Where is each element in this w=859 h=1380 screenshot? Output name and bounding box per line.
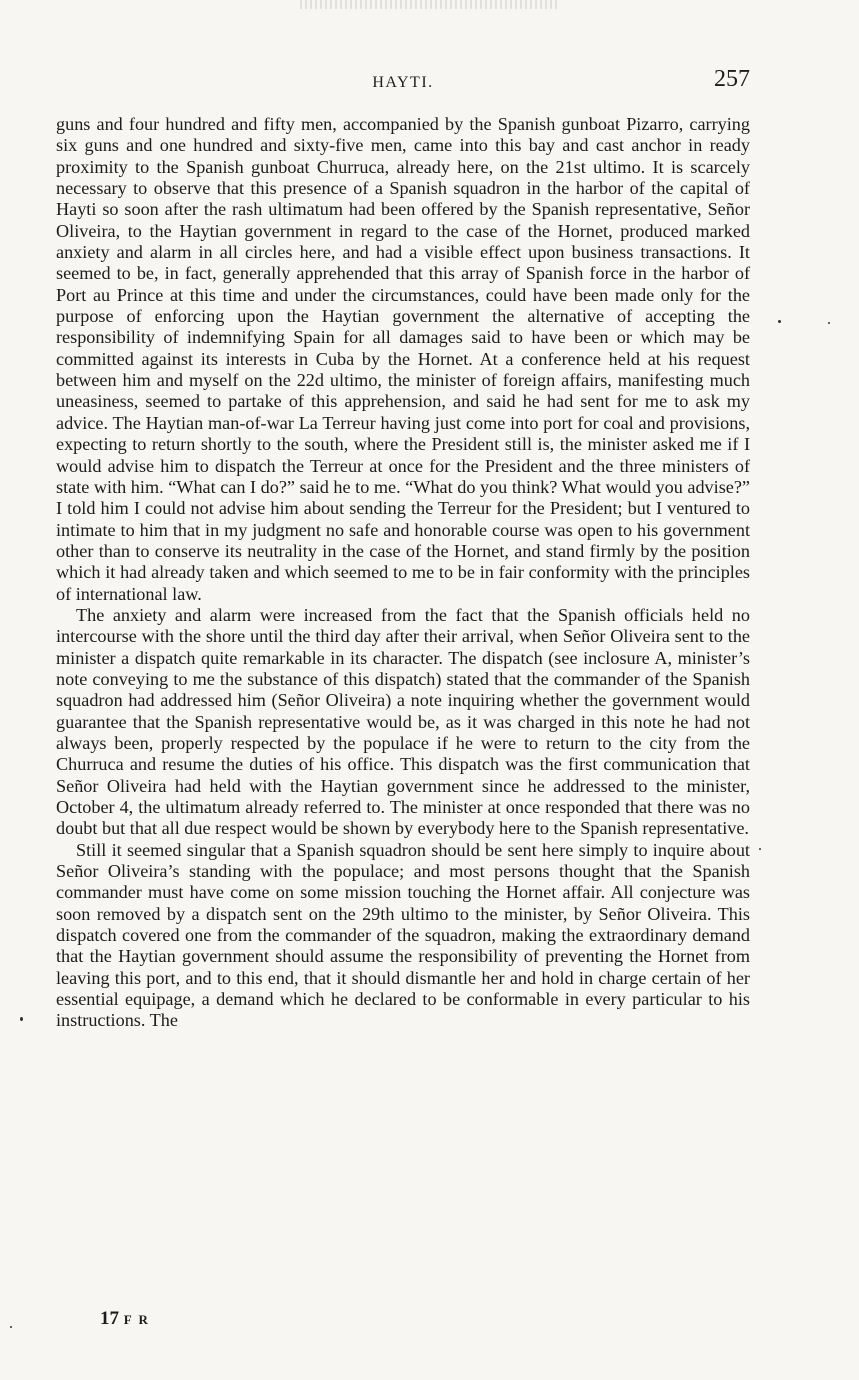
paragraph-3: Still it seemed singular that a Spanish squadron should be sent here simply to inquire about Señor Oliveira’s standing with the populace; and most persons thought that the Spanish commander must have come on some mission touching the Hornet affair. All conjecture was soon removed by a dispatch sent on the 29th ultimo to the minister, by Señor Oliveira. This dispatch covered one from the commander of the squadron, making the extraordinary demand that the Haytian government should assume the responsibility of preventing the Hornet from leaving this port, and to this end, that it should dismantle her and hold in charge certain of her essential equipage, a demand which he declared to be conformable in every particular to his instructions. The [56, 839, 750, 1031]
signature-number: 17 [100, 1308, 119, 1329]
scan-speck [828, 322, 830, 324]
scan-artifact [300, 0, 560, 9]
running-title: HAYTI. [372, 74, 434, 91]
scan-speck [20, 1017, 23, 1021]
page-number: 257 [714, 66, 750, 92]
scan-speck [759, 848, 761, 850]
scan-speck [10, 1326, 12, 1328]
scan-speck [778, 320, 781, 323]
running-head [56, 66, 750, 102]
paragraph-2: The anxiety and alarm were increased from the fact that the Spanish officials held no intercourse with the shore until the third day after their arrival, when Señor Oliveira sent to the minister a dispatch quite remarkable in its character. The dispatch (see inclosure A, minister’s note conveying to me the substance of this dispatch) stated that the commander of the Spanish squadron had addressed him (Señor Oliveira) a note inquiring whether the government would guarantee that the Spanish representative would be, as it was charged in this note he had not always been, properly respected by the populace if he were to return to the city from the Churruca and resume the duties of his office. This dispatch was the first communication that Señor Oliveira had held with the Haytian government since he addressed to the minister, October 4, the ultimatum already referred to. The minister at once responded that there was no doubt but that all due respect would be shown by everybody here to the Spanish representative. [56, 604, 750, 839]
signature-letters: F R [123, 1312, 150, 1327]
body-text [56, 114, 750, 1032]
paragraph-1: guns and four hundred and fifty men, accompanied by the Spanish gunboat Pizarro, carrying six guns and one hundred and sixty-five men, came into this bay and cast anchor in ready proximity to the Spanish gunboat Churruca, already here, on the 21st ultimo. It is scarcely necessary to observe that this presence of a Spanish squadron in the harbor of the capital of Hayti so soon after the rash ultimatum had been offered by the Spanish representative, Señor Oliveira, to the Haytian government in regard to the case of the Hornet, produced marked anxiety and alarm in all circles here, and had a visible effect upon business transactions. It seemed to be, in fact, generally apprehended that this array of Spanish force in the harbor of Port au Prince at this time and under the circumstances, could have been made only for the purpose of enforcing upon the Haytian government the alternative of accepting the responsibility of indemnifying Spain for all damages said to have been or which may be committed against its interests in Cuba by the Hornet. At a conference held at his request between him and myself on the 22d ultimo, the minister of foreign affairs, manifesting much uneasiness, seemed to partake of this apprehension, and said he had sent for me to ask my advice. The Haytian man-of-war La Terreur having just come into port for coal and provisions, expecting to return shortly to the south, where the President still is, the minister asked me if I would advise him to dispatch the Terreur at once for the President and the three ministers of state with him. “What can I do?” said he to me. “What do you think? What would you advise?” I told him I could not advise him about sending the Terreur for the President; but I ventured to intimate to him that in my judgment no safe and honorable course was open to his government other than to conserve its neutrality in the case of the Hornet, and stand firmly by the position which it had already taken and which seemed to me to be in fair conformity with the principles of international law. [56, 114, 750, 604]
printer-signature-mark [100, 1308, 150, 1330]
